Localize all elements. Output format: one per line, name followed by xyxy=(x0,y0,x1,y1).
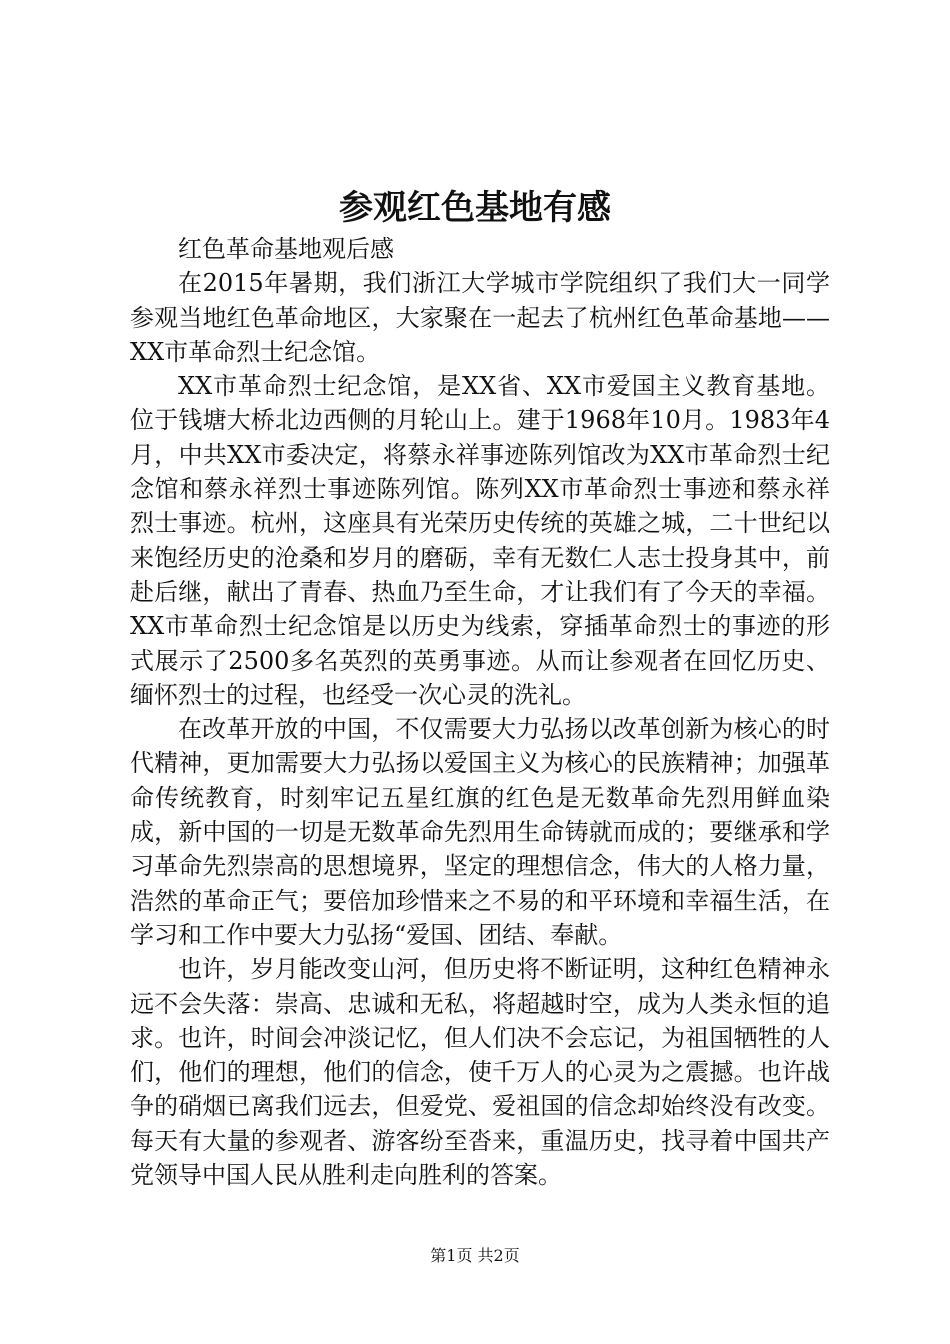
paragraph-subtitle: 红色革命基地观后感 xyxy=(178,235,394,263)
page-indicator: 第1页 共2页 xyxy=(430,1246,520,1265)
paragraph-reform-era: 在改革开放的中国，不仅需要大力弘扬以改革创新为核心的时代精神，更加需要大力弘扬以爱国主义为核心的民族精神；加强革命传统教育，时刻牢记五星红旗的红色是无数革命先烈用鲜血染成，新中国的一切是无数革命先烈用生命铸就而成的；要继承和学习革命先烈崇高的思想境界，坚定的理想信念，伟大的人格力量，浩然的革命正气；要倍加珍惜来之不易的和平环境和幸福生活，在学习和工作中要大力弘扬“爱国、团结、奉献。 xyxy=(130,715,830,949)
document-title: 参观红色基地有感 xyxy=(339,188,611,228)
paragraph-memorial-hall: XX市革命烈士纪念馆，是XX省、XX市爱国主义教育基地。位于钱塘大桥北边西侧的月轮山上。建于1968年10月。1983年4月，中共XX市委决定，将蔡永祥事迹陈列馆改为XX市革命烈士纪念馆和蔡永祥烈士事迹陈列馆。陈列XX市革命烈士事迹和蔡永祥烈士事迹。杭州，这座具有光荣历史传统的英雄之城，二十世纪以来饱经历史的沧桑和岁月的磨砺，幸有无数仁人志士投身其中，前赴后继，献出了青春、热血乃至生命，才让我们有了今天的幸福。XX市革命烈士纪念馆是以历史为线索，穿插革命烈士的事迹的形式展示了2500多名英烈的英勇事迹。从而让参观者在回忆历史、缅怀烈士的过程，也经受一次心灵的洗礼。 xyxy=(130,372,830,709)
paragraph-red-spirit: 也许，岁月能改变山河，但历史将不断证明，这种红色精神永远不会失落：崇高、忠诚和无私，将超越时空，成为人类永恒的追求。也许，时间会冲淡记忆，但人们决不会忘记，为祖国牺牲的人们，他们的理想，他们的信念，使千万人的心灵为之震撼。也许战争的硝烟已离我们远去，但爱党、爱祖国的信念却始终没有改变。每天有大量的参观者、游客纷至沓来，重温历史，找寻着中国共产党领导中国人民从胜利走向胜利的答案。 xyxy=(130,955,830,1190)
document-body xyxy=(130,232,830,1192)
paragraph-intro: 在2015年暑期，我们浙江大学城市学院组织了我们大一同学参观当地红色革命地区，大家聚在一起去了杭州红色革命基地——XX市革命烈士纪念馆。 xyxy=(130,269,830,366)
